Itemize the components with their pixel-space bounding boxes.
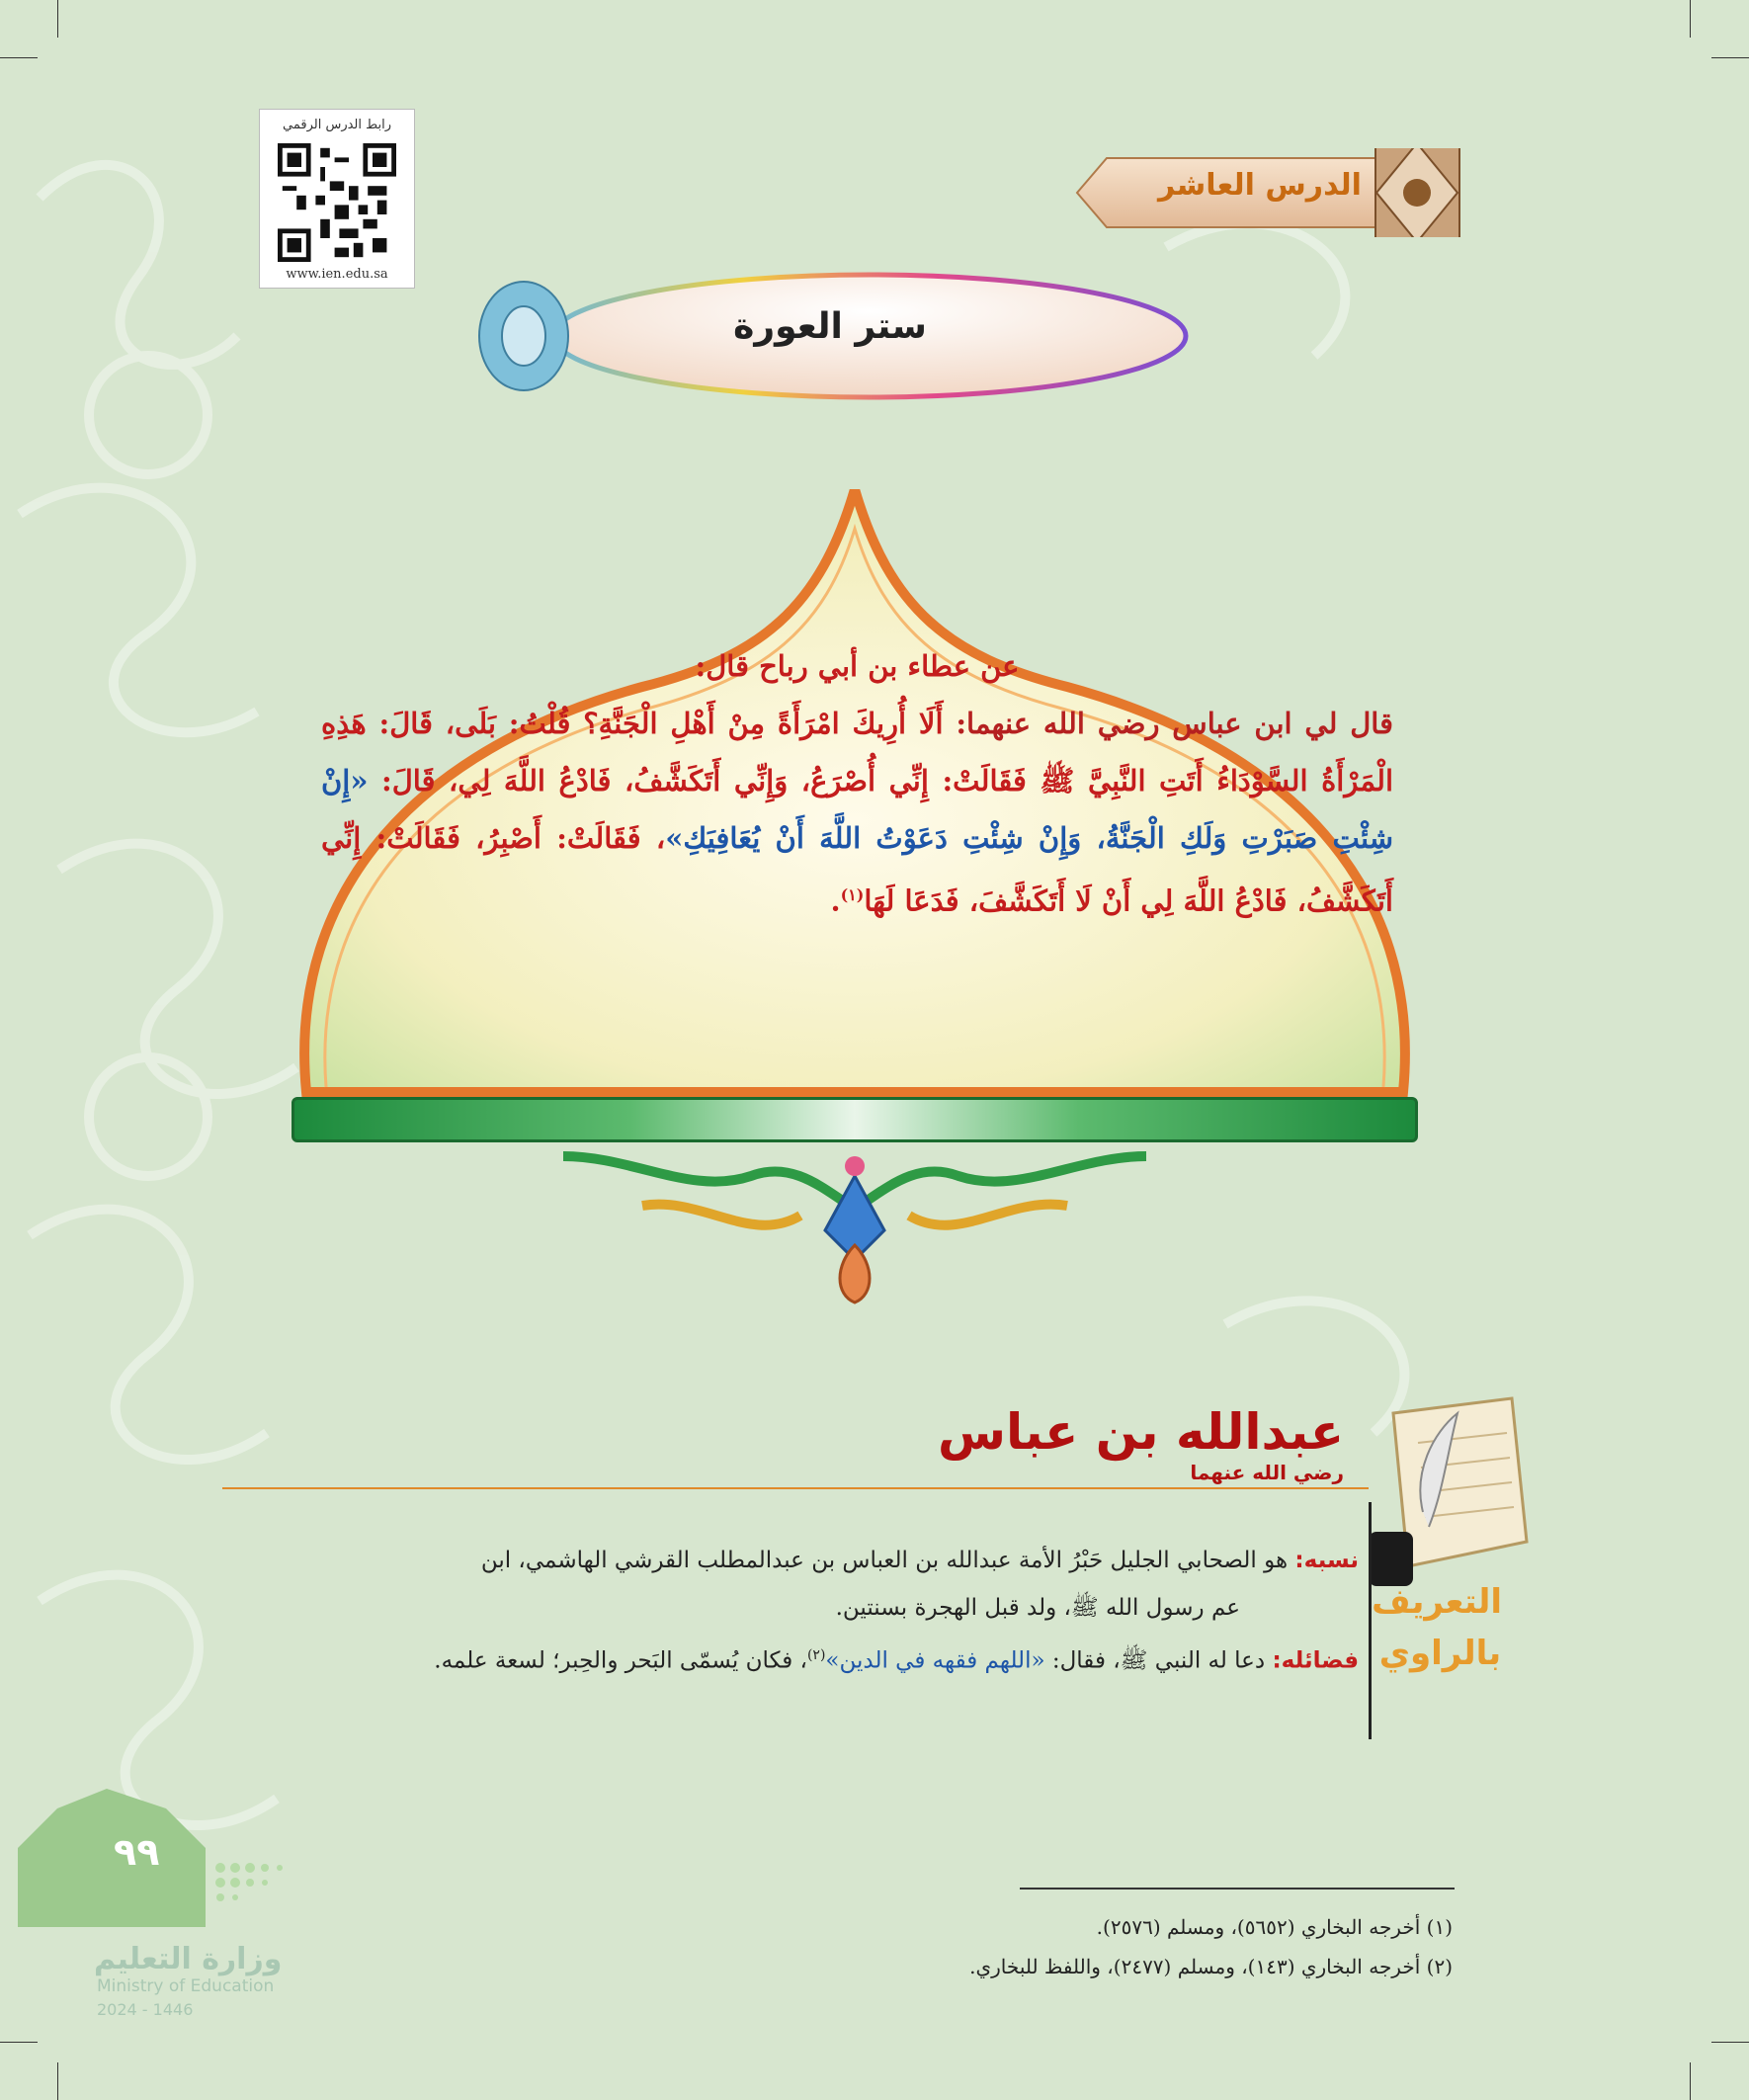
- edition-year: 2024 - 1446: [97, 2000, 194, 2019]
- hadith-intro: عن عطاء بن أبي رباح قال:: [695, 649, 1020, 683]
- qr-code-panel[interactable]: [259, 109, 415, 289]
- qr-label: رابط الدرس الرقمي: [283, 118, 391, 132]
- side-title-line-2: بالراوي: [1378, 1634, 1502, 1673]
- lesson-title: ستر العورة: [733, 306, 927, 347]
- page-number: ٩٩: [114, 1830, 160, 1874]
- section-divider: [222, 1487, 1369, 1489]
- virtues-text: دعا له النبي ﷺ، فقال:: [1044, 1647, 1273, 1674]
- qr-url[interactable]: www.ien.edu.sa: [286, 267, 388, 282]
- lineage-line-2: عم رسول الله ﷺ، ولد قبل الهجرة بسنتين.: [835, 1595, 1240, 1621]
- footnote-divider: [1020, 1888, 1455, 1890]
- footnote-1: (١) أخرجه البخاري (٥٦٥٢)، ومسلم (٢٥٧٦).: [1096, 1915, 1453, 1939]
- hadith-ending: ، فَقَالَتْ: أَصْبِرُ، فَقَالَتْ: إِنِّي أَتَكَشَّفُ، فَادْعُ اللَّهَ لِي أَنْ لَا أَتَكَشَّفَ، فَدَعَا لَهَا: [321, 821, 1393, 918]
- lineage-text: هو الصحابي الجليل حَبْرُ الأمة عبدالله بن العباس بن عبدالمطلب القرشي الهاشمي، ابن: [480, 1548, 1295, 1573]
- page-number-badge: [18, 1789, 314, 1967]
- lineage-label: نسبه:: [1294, 1548, 1359, 1573]
- virtues-text-end: ، فكان يُسمّى البَحر والحِبر؛ لسعة علمه.: [434, 1647, 807, 1674]
- narrator-name: [889, 1403, 1344, 1518]
- hadith-text: [321, 637, 1393, 930]
- virtues-quote: «اللهم فقهه في الدين»: [825, 1647, 1045, 1674]
- hadith-narration: قال لي ابن عباس رضي الله عنهما:: [943, 707, 1393, 740]
- vertical-divider: [1369, 1502, 1372, 1739]
- lesson-number: الدرس العاشر: [1158, 168, 1362, 203]
- qr-code-icon[interactable]: [278, 143, 396, 262]
- narrator-honorific: رضي الله عنهما: [1190, 1461, 1344, 1484]
- footnote-ref[interactable]: (١): [840, 885, 865, 904]
- parchment-quill-icon: [1364, 1393, 1532, 1591]
- side-title-line-1: التعريف: [1372, 1582, 1502, 1622]
- ministry-name-ar: وزارة التعليم: [94, 1942, 283, 1976]
- virtues-line: [222, 1632, 1359, 1685]
- narrator-bio: [222, 1537, 1359, 1685]
- narrator-section-title: [1372, 1576, 1502, 1679]
- prophet-saying: «إِنْ شِئْتِ صَبَرْتِ وَلَكِ الْجَنَّةُ، وَإِنْ شِئْتِ دَعَوْتُ اللَّهَ أَنْ يُعَافِيَكِ»: [321, 764, 1394, 855]
- virtues-footnote-ref[interactable]: (٢): [806, 1647, 826, 1663]
- hadith-body: أَلَا أُرِيكَ امْرَأَةً مِنْ أَهْلِ الْجَنَّةِ؟ قُلْتُ: بَلَى، قَالَ: هَذِهِ الْمَرْأَةُ السَّوْدَاءُ أَتَتِ النَّبِيَّ ﷺ فَقَالَتْ: إِنِّي أُصْرَعُ، وَإِنِّي أَتَكَشَّفُ، فَادْعُ اللَّهَ لِي، قَالَ:: [321, 707, 1393, 798]
- lineage-line: [222, 1537, 1359, 1584]
- narrator-name-text: عبدالله بن عباس: [937, 1403, 1344, 1461]
- ministry-name-en: Ministry of Education: [97, 1976, 275, 1996]
- virtues-label: فضائله:: [1272, 1647, 1359, 1674]
- hadith-period: .: [830, 883, 841, 918]
- footnote-2: (٢) أخرجه البخاري (١٤٣)، ومسلم (٢٤٧٧)، واللفظ للبخاري.: [969, 1955, 1453, 1978]
- arabesque-ornament: [534, 1136, 1176, 1304]
